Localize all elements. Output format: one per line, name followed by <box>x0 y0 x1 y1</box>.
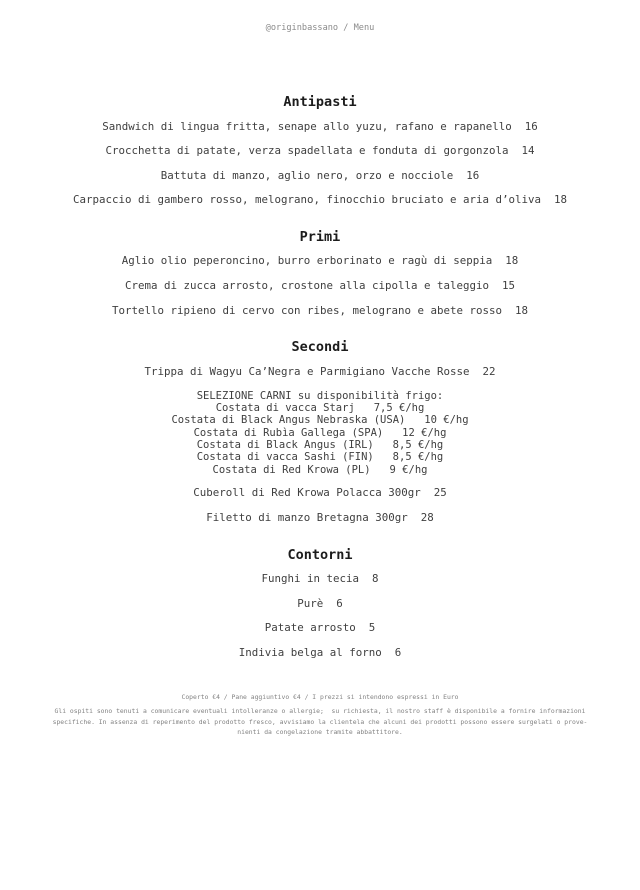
menu-sections <box>0 34 640 665</box>
selection-block-line: Costata di vacca Sashi (FIN) 8,5 €/hg <box>196 451 444 464</box>
section-title: Primi <box>299 228 341 245</box>
menu-item-name: Tortello ripieno di cervo con ribes, melograno e abete rosso <box>111 303 502 317</box>
menu-item-name: Trippa di Wagyu Ca’Negra e Parmigiano Vacche Rosse <box>144 364 470 378</box>
menu-item-price: 14 <box>521 144 535 158</box>
menu-item-name: Indivia belga al forno <box>238 645 382 659</box>
menu-section <box>0 543 640 666</box>
selection-block-line: Costata di Black Angus (IRL) 8,5 €/hg <box>196 438 444 451</box>
menu-item-price: 18 <box>505 254 519 268</box>
menu-item <box>0 274 640 299</box>
menu-item-name: Battuta di manzo, aglio nero, orzo e nocciole <box>160 168 454 182</box>
menu-item <box>0 360 640 385</box>
menu-item-price: 25 <box>433 486 447 500</box>
section-items <box>0 115 640 213</box>
menu-item <box>0 641 640 666</box>
menu-item-name: Crema di zucca arrosto, crostone alla cipolla e taleggio <box>124 278 489 292</box>
selection-block-line: Costata di Rubìa Gallega (SPA) 12 €/hg <box>193 426 447 439</box>
menu-item-price: 8 <box>372 572 379 586</box>
menu-item-price: 16 <box>524 119 538 133</box>
section-title: Contorni <box>287 546 353 563</box>
menu-item <box>0 164 640 189</box>
page-footer <box>0 692 640 737</box>
selection-block-line: Costata di Red Krowa (PL) 9 €/hg <box>212 463 428 476</box>
allergen-disclaimer <box>0 706 640 737</box>
menu-section <box>0 90 640 213</box>
menu-item <box>0 481 640 506</box>
disclaimer-line: nienti da congelazione tramite abbattitore. <box>237 727 403 736</box>
menu-item <box>0 567 640 592</box>
menu-item-price: 6 <box>394 645 402 659</box>
menu-item <box>0 592 640 617</box>
menu-item-name: Filetto di manzo Bretagna 300gr <box>206 510 408 524</box>
menu-item <box>0 506 640 531</box>
disclaimer-line: Gli ospiti sono tenuti a comunicare eventuali intolleranze o allergie; su richiesta, il nostro staff è disponibile a fornire informazioni <box>54 707 586 716</box>
menu-item-price: 6 <box>336 596 343 610</box>
site-breadcrumb: @originbassano / Menu <box>265 23 375 33</box>
section-items <box>0 567 640 665</box>
menu-item <box>0 188 640 213</box>
menu-item <box>0 115 640 140</box>
selection-block-line: Costata di Black Angus Nebraska (USA) 10 €/hg <box>171 414 469 427</box>
menu-item-name: Cuberoll di Red Krowa Polacca 300gr <box>193 486 421 500</box>
menu-item-price: 18 <box>515 303 529 317</box>
selection-block-heading: SELEZIONE CARNI su disponibilità frigo: <box>196 389 444 402</box>
menu-item-name: Patate arrosto <box>264 621 356 635</box>
menu-item-name: Crocchetta di patate, verza spadellata e fonduta di gorgonzola <box>105 144 509 158</box>
menu-item-name: Aglio olio peperoncino, burro erborinato e ragù di seppia <box>121 254 493 268</box>
menu-item-name: Purè <box>297 596 324 610</box>
menu-item <box>0 616 640 641</box>
menu-item-price: 16 <box>466 168 480 182</box>
menu-item-price: 18 <box>554 193 568 207</box>
pricing-note: Coperto €4 / Pane aggiuntivo €4 / I prezzi si intendono espressi in Euro <box>181 693 459 702</box>
menu-item-name: Funghi in tecia <box>261 572 359 586</box>
section-items <box>0 360 640 531</box>
menu-item-name: Carpaccio di gambero rosso, melograno, finocchio bruciato e aria d’oliva <box>72 193 541 207</box>
meat-selection-block <box>0 390 640 476</box>
menu-item <box>0 249 640 274</box>
selection-block-line: Costata di vacca Starj 7,5 €/hg <box>215 402 425 415</box>
menu-item <box>0 139 640 164</box>
menu-item-name: Sandwich di lingua fritta, senape allo yuzu, rafano e rapanello <box>102 119 512 133</box>
menu-section <box>0 335 640 530</box>
section-items <box>0 249 640 323</box>
section-title: Secondi <box>291 339 349 356</box>
menu-item <box>0 299 640 324</box>
disclaimer-line: specifiche. In assenza di reperimento del prodotto fresco, avvisiamo la clientela che alcuni dei prodotti possono essere surgelati o prove- <box>52 717 588 726</box>
section-title: Antipasti <box>283 94 357 110</box>
menu-item-price: 15 <box>502 278 516 292</box>
menu-item-price: 28 <box>420 510 434 524</box>
menu-section <box>0 225 640 323</box>
menu-item-price: 5 <box>368 621 376 635</box>
menu-item-price: 22 <box>482 364 496 378</box>
